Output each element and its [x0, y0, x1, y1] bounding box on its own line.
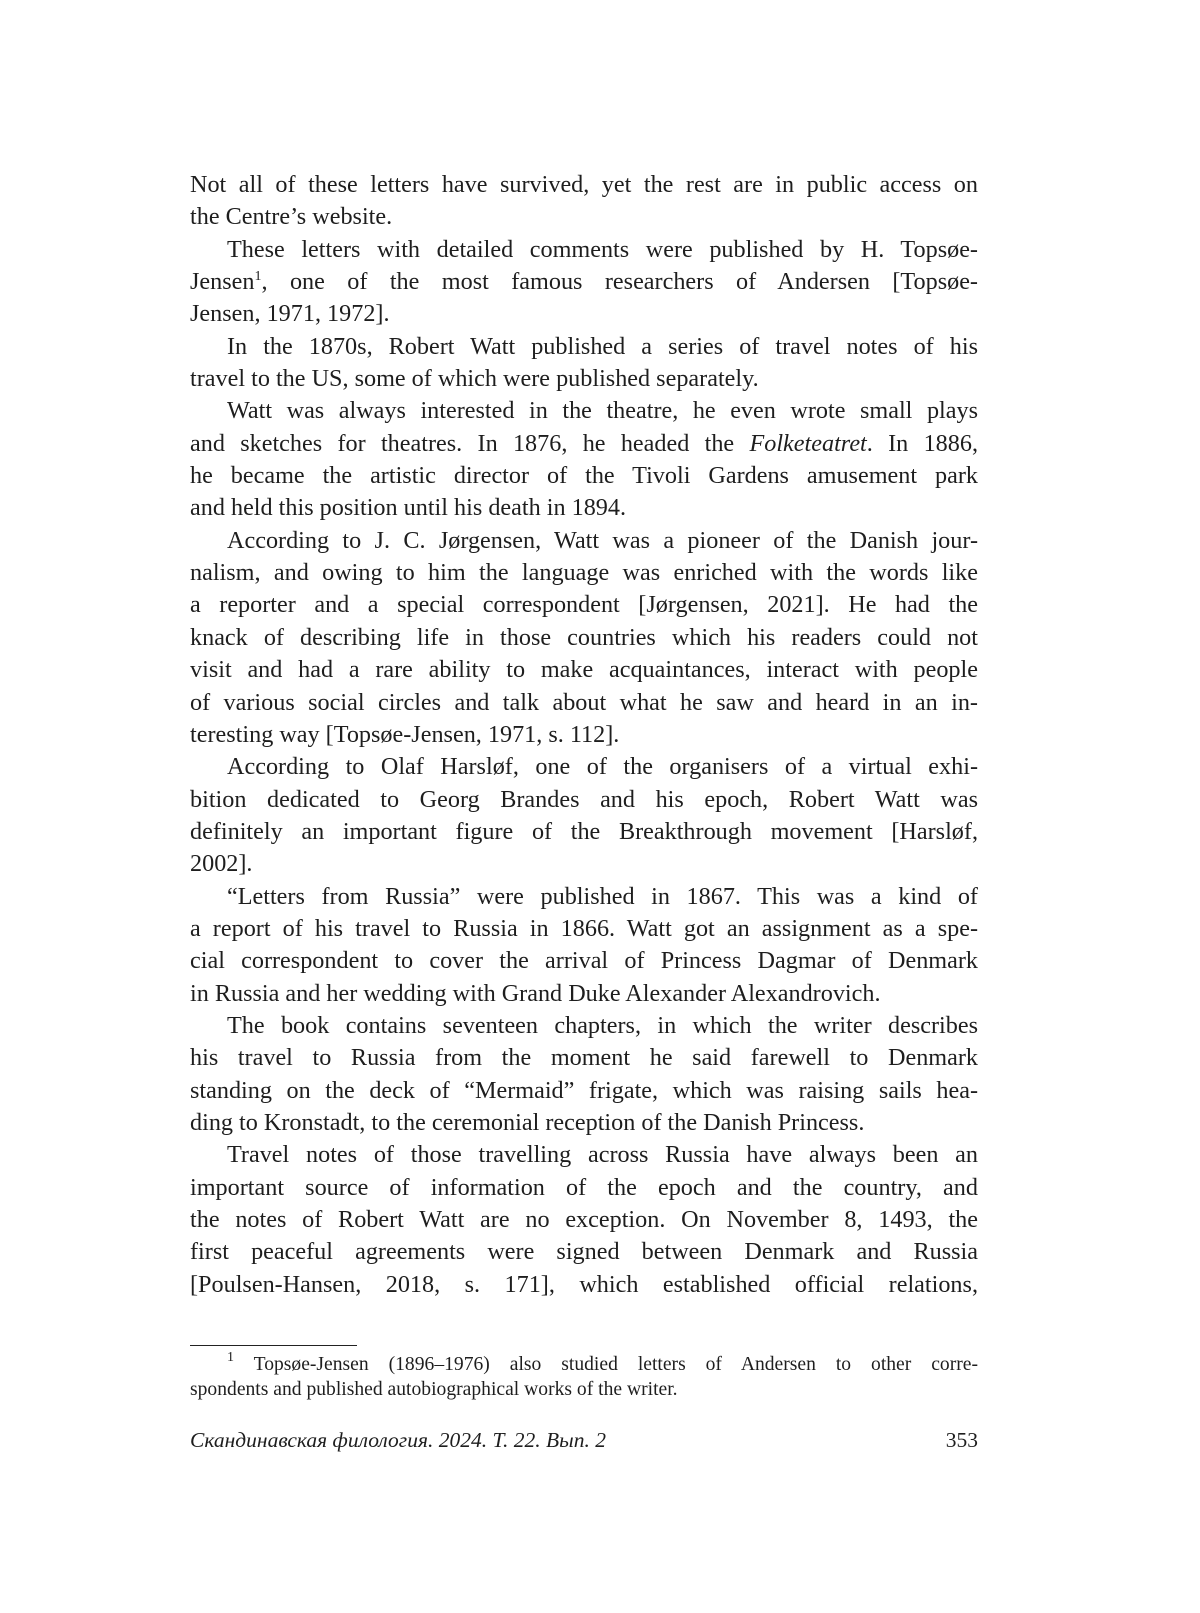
text-line: teresting way [Topsøe-Jensen, 1971, s. 112]. [190, 720, 620, 748]
text-line: According to J. C. Jørgensen, Watt was a pioneer of the Danish jour- [227, 526, 978, 554]
text-line [190, 428, 978, 460]
page-number: 353 [945, 1428, 978, 1452]
text-line: Travel notes of those travelling across Russia have always been an [227, 1141, 978, 1169]
text-line: first peaceful agreements were signed between Denmark and Russia [190, 1238, 978, 1266]
footnote-line [190, 1352, 978, 1377]
text-line: a reporter and a special correspondent [Jørgensen, 2021]. He had the [190, 591, 978, 619]
text-span: Jensen [190, 268, 255, 296]
text-line: visit and had a rare ability to make acquaintances, interact with people [190, 656, 978, 684]
text-line: the Centre’s website. [190, 203, 393, 231]
text-line: the notes of Robert Watt are no exception. On November 8, 1493, the [190, 1206, 978, 1233]
text-line: In the 1870s, Robert Watt published a series of travel notes of his [227, 332, 978, 360]
paragraph [190, 395, 978, 524]
text-line: nalism, and owing to him the language was enriched with the words like [190, 559, 978, 587]
text-line: The book contains seventeen chapters, in which the writer describes [227, 1011, 978, 1039]
text-line: According to Olaf Harsløf, one of the organisers of a virtual exhi- [227, 753, 978, 781]
text-line: standing on the deck of “Mermaid” frigate, which was raising sails hea- [190, 1076, 978, 1104]
text-span: , one of the most famous researchers of Andersen [Topsøe- [261, 268, 978, 296]
text-line: his travel to Russia from the moment he said farewell to Denmark [190, 1044, 978, 1072]
text-span: and sketches for theatres. In 1876, he headed the [190, 429, 750, 457]
footnote-reference: 1 [254, 269, 262, 285]
footnote [190, 1352, 978, 1402]
text-line: bition dedicated to Georg Brandes and his epoch, Robert Watt was [190, 785, 978, 813]
footnote-line: spondents and published autobiographical works of the writer. [190, 1379, 678, 1400]
paragraph [190, 751, 978, 880]
paragraph [190, 1010, 978, 1139]
text-line: cial correspondent to cover the arrival of Princess Dagmar of Denmark [190, 947, 978, 975]
text-span: . In 1886, [866, 429, 978, 457]
text-line: ding to Kronstadt, to the ceremonial reception of the Danish Princess. [190, 1108, 865, 1136]
text-line: knack of describing life in those countries which his readers could not [190, 623, 978, 651]
journal-title: Скандинавская филология. 2024. Т. 22. Вып. 2 [190, 1428, 606, 1452]
text-line: Not all of these letters have survived, yet the rest are in public access on [190, 171, 978, 198]
text-line: important source of information of the epoch and the country, and [190, 1173, 978, 1201]
paragraph [190, 169, 978, 234]
text-line: of various social circles and talk about what he saw and heard in an in- [190, 688, 978, 716]
text-line: travel to the US, some of which were published separately. [190, 365, 759, 393]
text-line [190, 266, 978, 298]
paragraph [190, 1139, 978, 1301]
footnote-divider [190, 1345, 357, 1346]
paragraph [190, 881, 978, 1010]
paragraph [190, 331, 978, 396]
body-text [190, 169, 978, 1301]
text-line: 2002]. [190, 850, 253, 878]
text-line: he became the artistic director of the Tivoli Gardens amusement park [190, 462, 978, 490]
paragraph [190, 525, 978, 751]
text-line: Jensen, 1971, 1972]. [190, 300, 390, 328]
text-line: a report of his travel to Russia in 1866. Watt got an assignment as a spe- [190, 914, 978, 942]
text-line: Watt was always interested in the theatre, he even wrote small plays [227, 397, 978, 425]
text-line: [Poulsen-Hansen, 2018, s. 171], which established official relations, [190, 1270, 978, 1298]
italic-text: Folketeatret [749, 429, 867, 457]
text-line: These letters with detailed comments were published by H. Topsøe- [227, 235, 978, 263]
paragraph [190, 234, 978, 331]
text-line: “Letters from Russia” were published in 1867. This was a kind of [227, 882, 978, 910]
text-line: in Russia and her wedding with Grand Duke Alexander Alexandrovich. [190, 979, 881, 1007]
footnote-text: Topsøe-Jensen (1896–1976) also studied letters of Andersen to other corre- [234, 1354, 978, 1375]
page-footer [190, 1428, 978, 1453]
footnote-marker: 1 [227, 1352, 234, 1365]
text-line: and held this position until his death in 1894. [190, 494, 627, 522]
text-line: definitely an important figure of the Breakthrough movement [Harsløf, [190, 817, 978, 845]
